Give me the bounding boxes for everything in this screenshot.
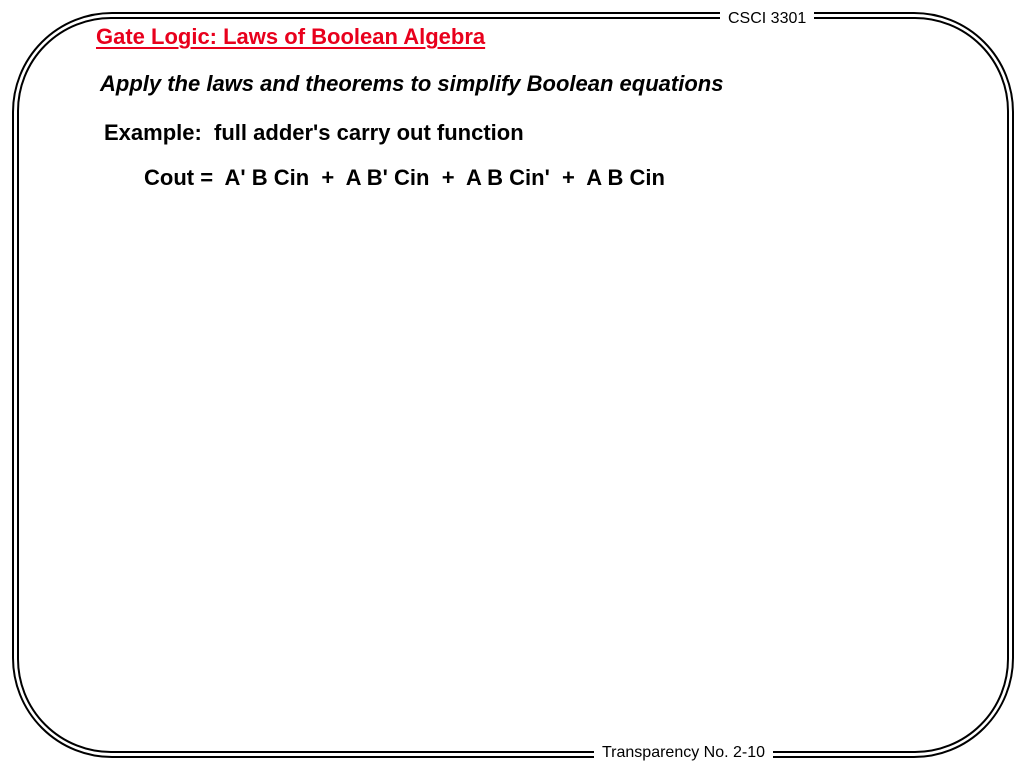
course-label: CSCI 3301 <box>720 10 814 28</box>
slide-number-label: Transparency No. 2-10 <box>594 744 773 762</box>
example-heading: Example: full adder's carry out function <box>104 120 524 145</box>
slide-title-text: Gate Logic: Laws of Boolean Algebra <box>96 24 486 49</box>
carry-out-equation: Cout = A' B Cin + A B' Cin + A B Cin' + A B Cin <box>144 165 665 190</box>
slide-title <box>96 24 485 50</box>
slide-subtitle: Apply the laws and theorems to simplify Boolean equations <box>100 71 724 96</box>
